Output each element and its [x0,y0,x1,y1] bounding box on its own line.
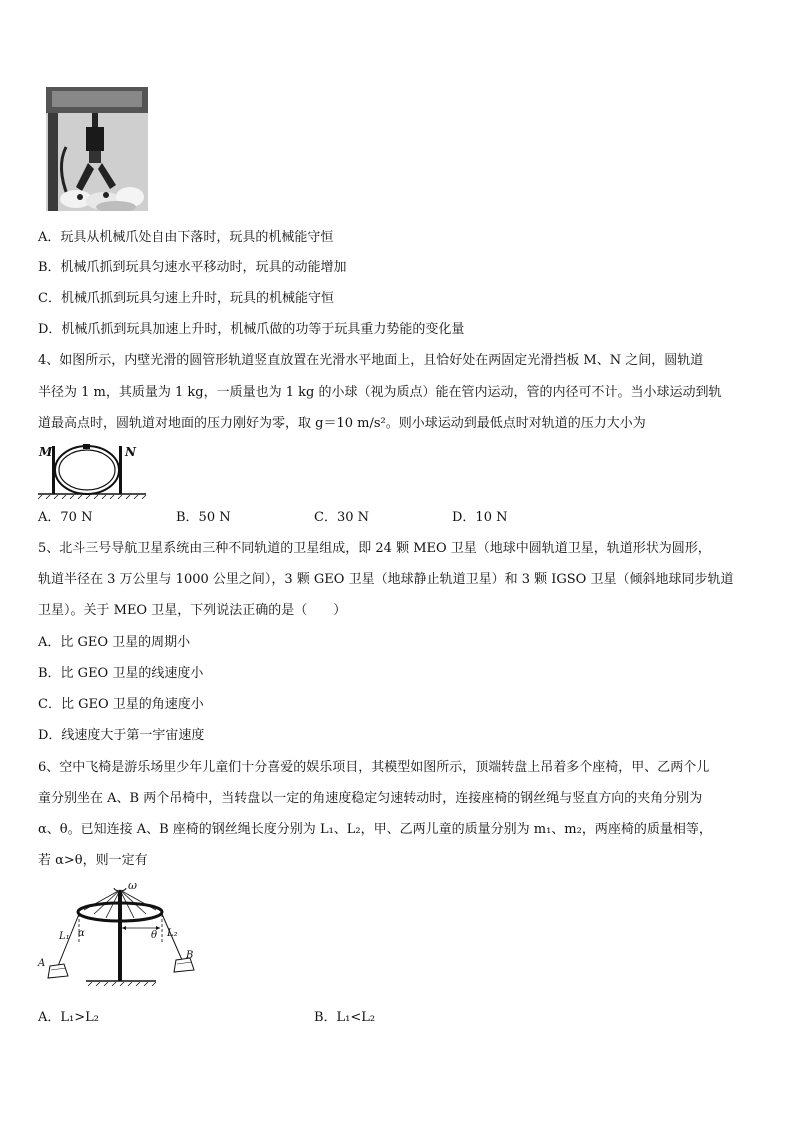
q4-option-c: C．30 N [314,510,369,525]
q4-option-a: A．70 N [38,510,93,525]
q6-option-b: B．L₁<L₂ [314,1010,376,1025]
q4-stem-line3: 道最高点时，圆轨道对地面的压力刚好为零，取 g＝10 m/s²。则小球运动到最低点时对轨道的压力大小为 [38,416,646,431]
q6-stem-line3: α、θ。已知连接 A、B 座椅的钢丝绳长度分别为 L₁、L₂，甲、乙两儿童的质量分别为 m₁、m₂，两座椅的质量相等， [38,822,712,837]
q6-label-omega: ω [128,879,137,892]
q4-label-m: M [39,445,53,459]
q6-stem-line4: 若 α>θ，则一定有 [38,853,148,868]
q5-option-b: B．比 GEO 卫星的线速度小 [38,666,204,681]
q6-option-a: A．L₁>L₂ [38,1010,99,1025]
q5-option-c: C．比 GEO 卫星的角速度小 [38,697,204,712]
q6-label-b: B [186,950,194,961]
q4-stem-line2: 半径为 1 m，其质量为 1 kg，一质量也为 1 kg 的小球（视为质点）能在管内运动，管的内径可不计。当小球运动到轨 [38,385,722,400]
q5-stem-line2: 轨道半径在 3 万公里与 1000 公里之间），3 颗 GEO 卫星（地球静止轨道卫星）和 3 颗 IGSO 卫星（倾斜地球同步轨道 [38,572,734,587]
q4-label-n: N [125,445,136,459]
q6-label-l2: L₂ [167,928,178,939]
q3-option-b: B．机械爪抓到玩具匀速水平移动时，玩具的动能增加 [38,260,347,275]
q5-stem-line3: 卫星）。关于 MEO 卫星，下列说法正确的是（ ） [38,603,347,618]
q6-label-a: A [38,958,46,969]
q6-label-alpha: α [78,928,85,939]
q6-label-l1: L₁ [59,931,70,942]
q3-option-c: C．机械爪抓到玩具匀速上升时，玩具的机械能守恒 [38,291,334,306]
q6-label-theta: θ [151,930,158,941]
q4-option-d: D．10 N [452,510,508,525]
q5-option-d: D．线速度大于第一宇宙速度 [38,728,205,743]
q6-stem-line1: 6、空中飞椅是游乐场里少年儿童们十分喜爱的娱乐项目，其模型如图所示，顶端转盘上吊着多个座椅，甲、乙两个儿 [38,760,710,775]
q4-stem-line1: 4、如图所示，内壁光滑的圆管形轨道竖直放置在光滑水平地面上，且恰好处在两固定光滑挡板 M、N 之间，圆轨道 [38,353,704,368]
q5-stem-line1: 5、北斗三号导航卫星系统由三种不同轨道的卫星组成，即 24 颗 MEO 卫星（地球中圆轨道卫星，轨道形状为圆形， [38,541,711,556]
q5-option-a: A．比 GEO 卫星的周期小 [38,635,191,650]
q4-option-b: B．50 N [176,510,231,525]
q3-option-a: A．玩具从机械爪处自由下落时，玩具的机械能守恒 [38,230,334,245]
q3-option-d: D．机械爪抓到玩具加速上升时，机械爪做的功等于玩具重力势能的变化量 [38,322,465,337]
q6-stem-line2: 童分别坐在 A、B 两个吊椅中，当转盘以一定的角速度稳定匀速转动时，连接座椅的钢丝绳与竖直方向的夹角分别为 [38,791,703,806]
claw-machine-photo [46,87,148,211]
